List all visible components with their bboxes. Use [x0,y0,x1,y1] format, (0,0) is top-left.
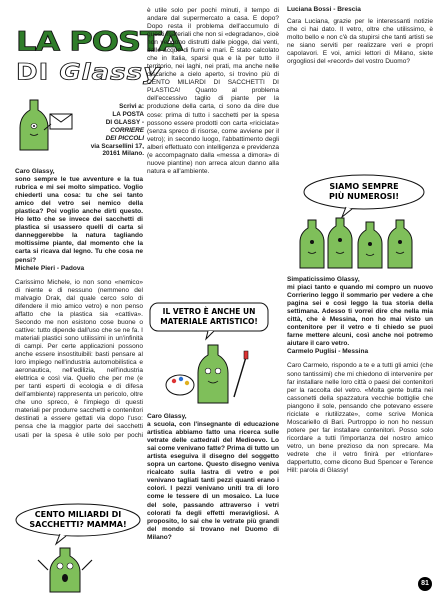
address-line: Scrivi a: [119,103,144,110]
reply-carmelo [287,362,433,475]
page-number: 81 [418,577,432,591]
column-3 [287,6,433,72]
balloon-line-1: CENTO MILIARDI DI [34,510,122,519]
balloon-line-1: IL VETRO È ANCHE UN [162,307,256,316]
column-2 [147,6,279,304]
balloon-line-1: SIAMO SEMPRE [329,182,399,191]
balloon-line-2: PIÙ NUMEROSI! [328,192,400,201]
reply-text: Caro Carmelo, rispondo a te e a tutti gli amici (che sono tantissimi) che mi chiedono di intervenire per far installare nelle loro città o paesi dei contenitori per la raccolta del vetro. «Molta gente butta nei cassonetti della spazzatura vecchie bottiglie che piangono il sole, pensando che potevano essere riciclate e riutilizzate», come scrive Monica Moscariello di Bari. Purtroppo io non ho nessun potere per far installare contenitori. Posso solo ricordare a tutti l'importanza del nostro amico vetro, un bene prezioso da non sprecare. Ma vedrete che il vetro finirà per «trionfare» dappertutto, come dicono Bud Spencer e Terence Hill: parola di Glassy! [287,362,433,475]
reply-luciana [287,18,433,66]
letter-signature: Luciana Bossi - Brescia [287,6,361,13]
title-di: DI [16,60,50,86]
cartoon-bottle-painter [148,301,280,409]
letter-luciana [147,413,279,542]
balloon-text [29,520,126,529]
letter-body: a scuola, con l'insegnante di educazione artistica abbiamo fatto una ricerca sulle vetrate delle cattedrali del Medioevo. Lo sai come venivano fatte? Prima di tutto un artista eseguiva il disegno del soggetto sopra un cartone. Questo disegno veniva ricalcato sulla lastra di vetro e poi venivano tagliati tanti pezzi quanti erano i colori. I pezzi venivano uniti tra di loro come le tessere di un mosaico. La luce del sole, passando attraverso i vetri colorati fa degli effetti meravigliosi. A proposito, lo sai che le vetrate più grandi del mondo si trovano nel Duomo di Milano? [147,421,279,541]
address-line: LA POSTA [112,110,144,118]
column-2-lower [147,413,279,548]
letter-body: mi piaci tanto e quando mi compro un nuovo Corrierino leggo il sommario per vedere a che pagina sei e così leggo la tua storia della settimana. Adesso ti vorrei dire che nella mia città, che è Messina, non ho mai visto un contenitore per il vetro e ti chiedo se puoi farne mettere alcuni, così anche noi potremo aiutare il caro vetro. [287,284,433,348]
balloon-line-2: SACCHETTI? MAMMA! [29,520,127,529]
reply-michele-part1 [15,279,143,439]
letter-signature: Michele Pieri - Padova [15,264,85,272]
reply-text: Carissimo Michele, io non sono «nemico» di niente e di nessuno (nemmeno del malvagio Drak, dal quale cerco solo di difendere il mio amico vetro) e non penso affatto che la plastica sia «cattiva». Secondo me non esistono cose buone o cattive: tutto dipende dall'uso che se ne fa. I materiali plastici sono utilissimi in un'infinità di campi. Per certe applicazioni possono anche essere insostituibili: basti pensare al loro impiego nell'industria automobilistica e aeronautica, nell'edilizia, nell'industria elettrica e così via. Quello che per me (e per tanti esperti di ecologia e di difesa dell'ambiente) rappresenta un pericolo, oltre che uno spreco, è l'impiego di questi materiali per produrre sacchetti e contenitori destinati a essere gettati via dopo l'uso: pensa che la maggior parte dei sacchetti usati per la spesa è utile solo per pochi [15,278,143,439]
title-glassy: Glassy [59,60,162,86]
reply-text: Cara Luciana, grazie per le interessanti notizie che ci hai dato. Il vetro, oltre che utilissimo, è molto bello e non c'è da stupirsi che tanti artisti se ne siano serviti per realizzare veri e propri capolavori. E voi, amici lettori di Milano, siete orgogliosi del «record» del vostro Duomo? [287,18,433,66]
reply-michele-part2 [147,6,279,298]
letter-body: sono sempre le tue avventure e la tua rubrica e mi sei molto simpatico. Voglio chiederti una cosa: tu che sei tanto amico del vetro sei nemico della plastica? Poi voglio anche dirti questo. Ho letto che se invece dei sacchetti di plastica si usassero quelli di carta si danneggerebbe la natura tagliando moltissime piante, dal momento che la carta si ricava dal legno. Tu che cosa ne pensi? [15,176,143,264]
address-line: DI GLASSY - [105,118,144,126]
page-title: LA POSTA [16,26,183,58]
balloon-text [35,510,121,519]
letter-carmelo [287,276,433,356]
reply-continuation [147,6,279,176]
address-line: CORRIERE [110,126,144,134]
cartoon-bottle-shocked [12,500,144,594]
column-1 [15,168,143,439]
mailing-address [80,103,144,158]
glassy-bottle-mascot-icon [16,96,78,154]
address-line: 20161 Milano. [102,150,144,158]
cartoon-bottles-group [288,170,434,272]
letter-salutation: Simpaticissimo Glassy, [287,276,360,283]
balloon-line-2: MATERIALE ARTISTICO! [160,317,258,326]
reply-text: è utile solo per pochi minuti, il tempo di andare dal supermercato a casa. E dopo? Dopo resta il problema dell'accumulo di questi materiali che non si «degradano», cioè non vengono distrutti dalle piogge, dai venti, dalle acque di fiumi e mari. È stato calcolato che in Italia, sparsi qua e là per tutto il territorio, nei laghi, nei prati, ma anche nelle discariche a cielo aperto, si trovino più di CENTO MILIARDI DI SACCHETTI DI PLASTICA! Quanto al problema dell'eccessivo taglio di piante per la produzione della carta, ci sono da dire due cose: prima di tutto i sacchetti per la spesa possono essere prodotti con carta «riciclata» (senza spreco di risorse, come avviene per il vetro); in secondo luogo, l'abbattimento degli alberi effettuato con intelligenza e previdenza (e accompagnato dalla «messa a dimora» di nuove piantine) non arreca alcun danno alla natura e all'ambiente. [147,6,279,175]
letter-signature: Carmelo Puglisi - Messina [287,348,369,356]
luciana-signature [287,6,433,14]
address-line: DEI PICCOLI [105,134,144,142]
letter-salutation: Caro Glassy, [147,413,187,420]
address-line: via Scarsellini 17, [90,142,144,150]
letter-salutation: Caro Glassy, [15,168,55,175]
page-title-sub [16,60,161,86]
letter-michele [15,168,143,273]
column-3-lower [287,276,433,481]
